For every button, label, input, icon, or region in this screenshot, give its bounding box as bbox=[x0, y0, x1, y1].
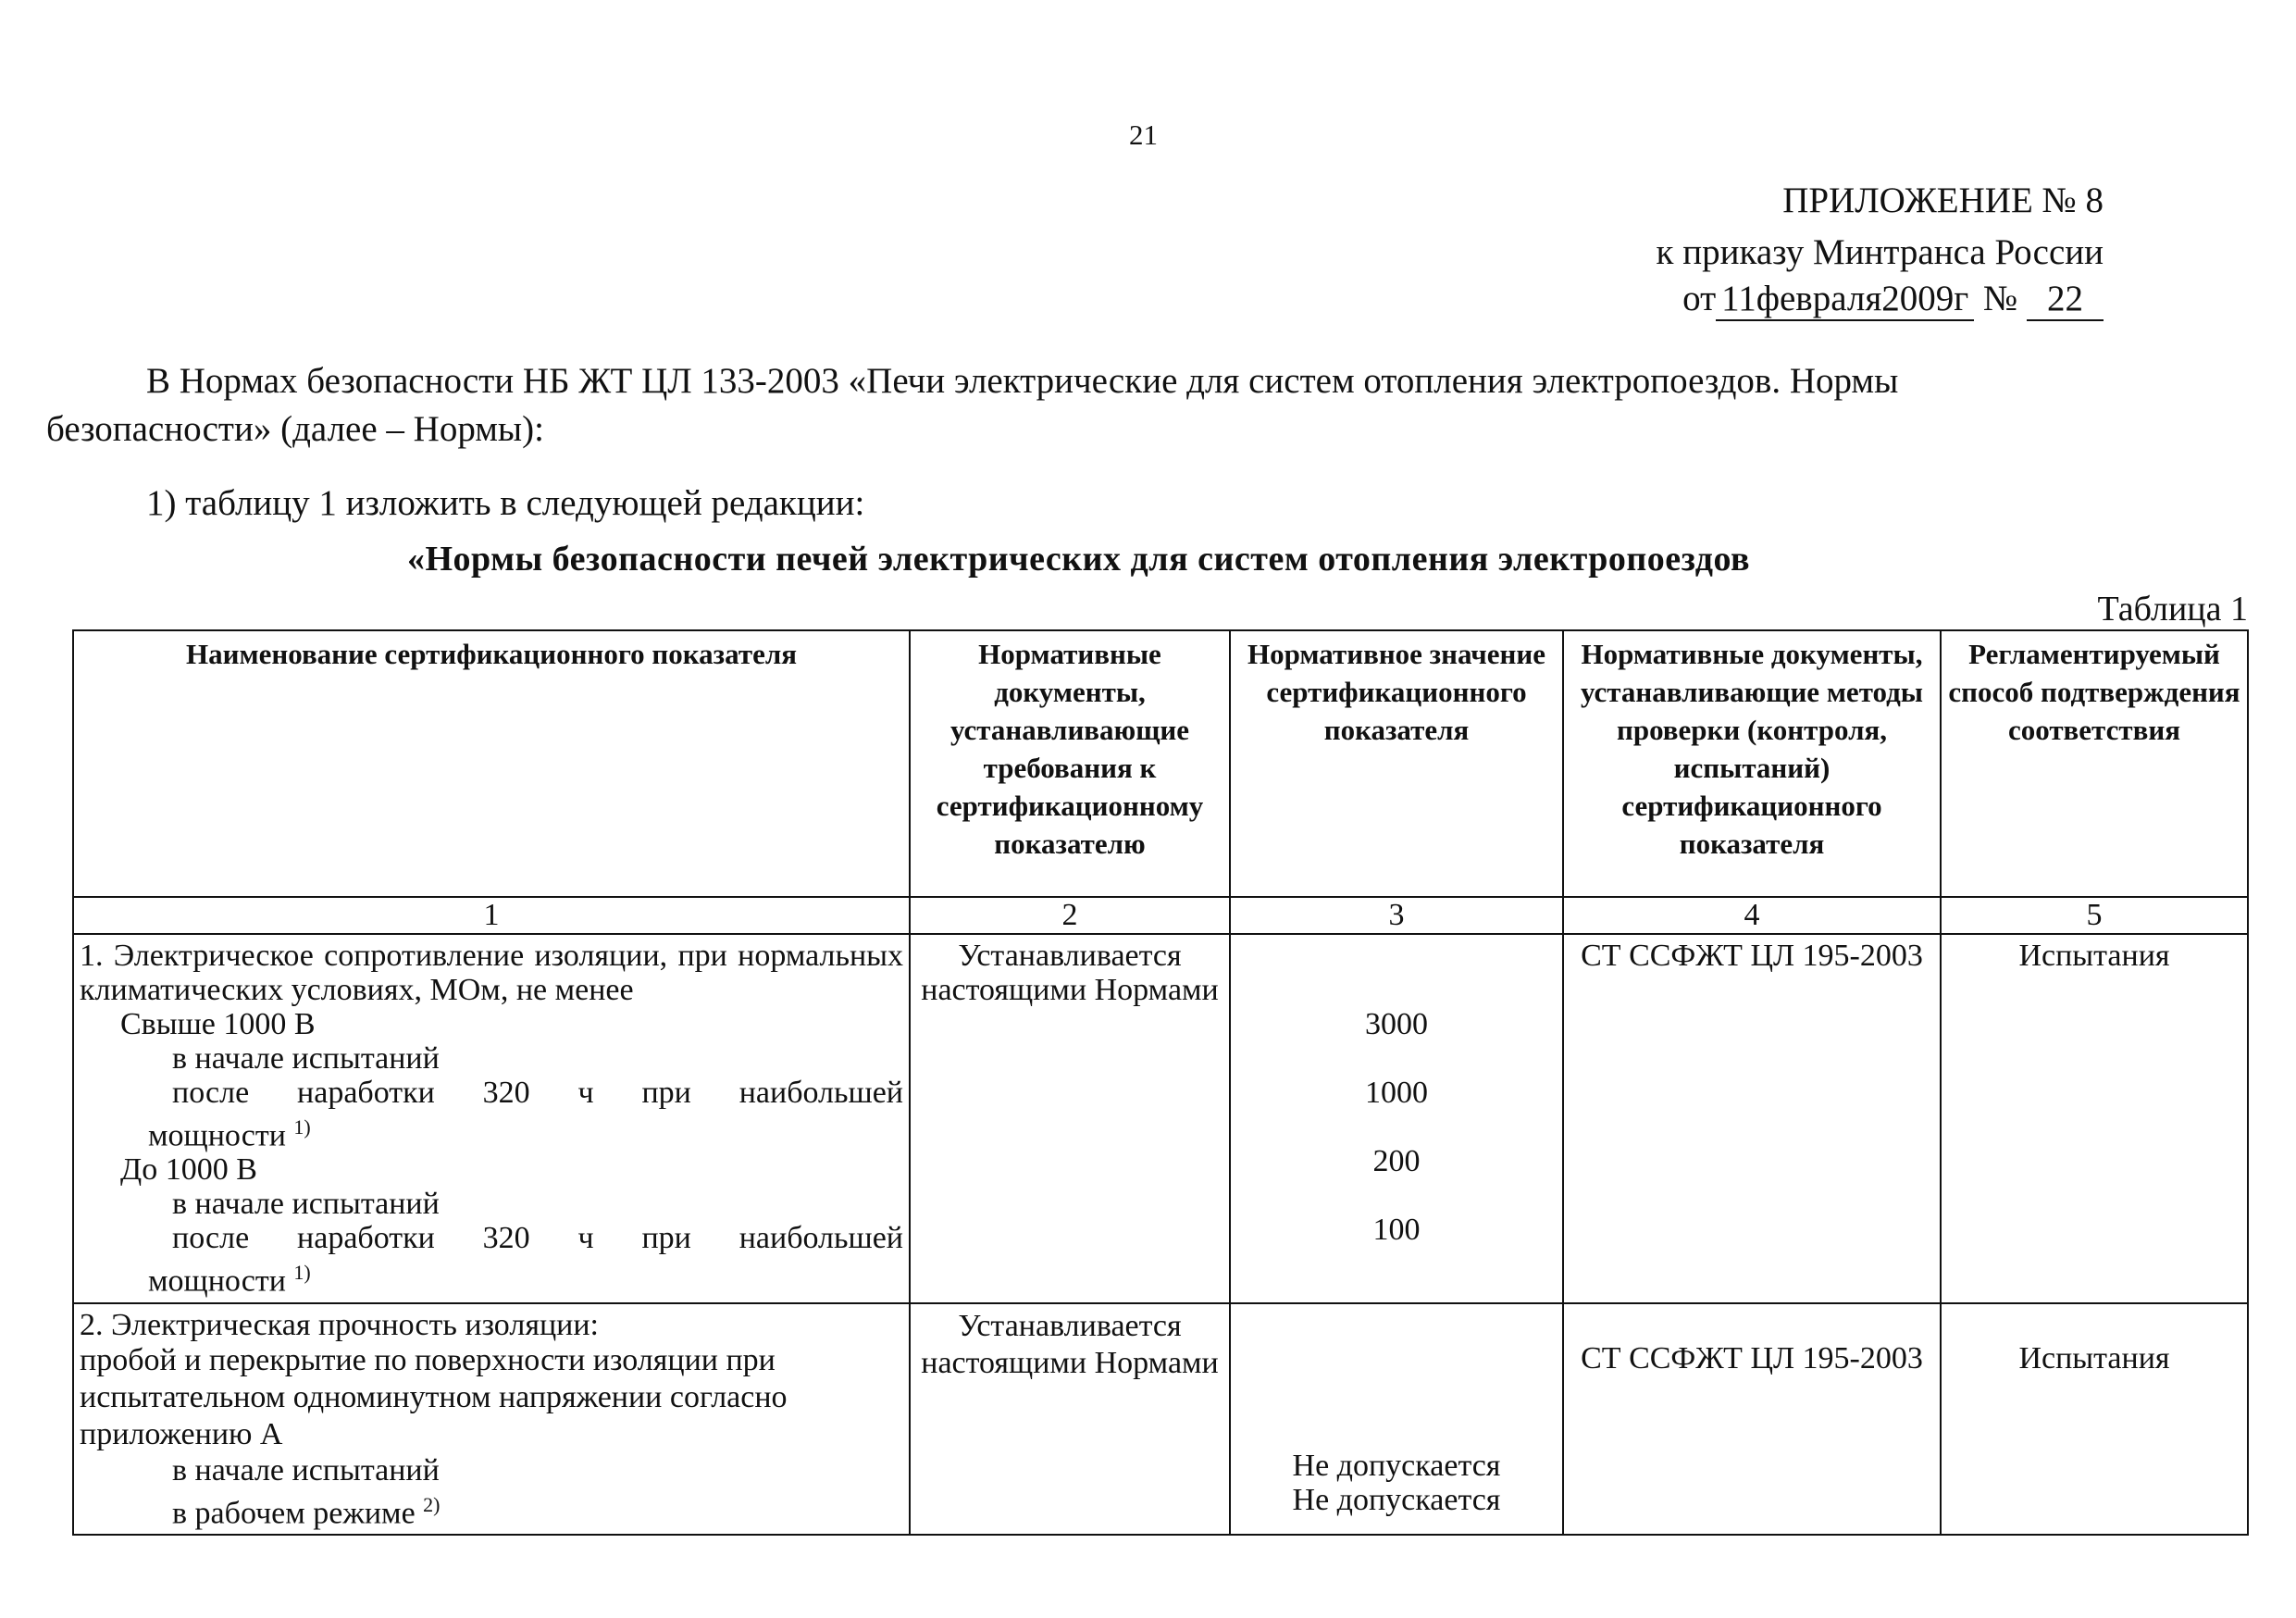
row1-value: 1000 bbox=[1365, 1076, 1428, 1110]
row1-footnote: 1) bbox=[293, 1115, 311, 1139]
appendix-number: 22 bbox=[2027, 278, 2104, 321]
row1-name: 1. Электрическое сопротивление изоляции, при нормальных климатических условиях, МОм, не менее bbox=[80, 939, 903, 1007]
appendix-date: 11февраля2009г bbox=[1716, 278, 1974, 321]
header-normative-value: Нормативное значение сертификационного показателя bbox=[1230, 630, 1563, 897]
row2-indicator bbox=[73, 1303, 910, 1535]
row2-description: пробой и перекрытие по поверхности изоляции при испытательном одноминутном напряжении согласно приложению А bbox=[80, 1342, 788, 1451]
table-row bbox=[73, 934, 2248, 1303]
column-number-row bbox=[73, 897, 2248, 934]
row1-confirm: Испытания bbox=[1941, 934, 2248, 1303]
col-number: 3 bbox=[1230, 897, 1563, 934]
row1-footnote-2: 1) bbox=[293, 1261, 311, 1285]
appendix-date-line bbox=[1682, 278, 2104, 321]
norms-table bbox=[72, 629, 2249, 1536]
row1-power-2: мощности bbox=[148, 1263, 286, 1299]
row1-after-run: после наработки 320 ч при наибольшей bbox=[172, 1076, 903, 1110]
row1-below-1000: До 1000 В bbox=[120, 1152, 257, 1188]
row2-work-mode-line bbox=[80, 1487, 903, 1530]
page-number: 21 bbox=[1129, 118, 1158, 151]
header-method-docs: Нормативные документы, устанавливающие методы проверки (контроля, испытаний) сертификационного показателя bbox=[1563, 630, 1941, 897]
col-number: 4 bbox=[1563, 897, 1941, 934]
row1-start-tests: в начале испытаний bbox=[172, 1041, 440, 1076]
row1-docs: Устанавливается настоящими Нормами bbox=[910, 934, 1230, 1303]
row1-above-1000: Свыше 1000 В bbox=[120, 1007, 316, 1041]
row1-values bbox=[1230, 934, 1563, 1303]
row1-power-line-2 bbox=[80, 1255, 903, 1298]
header-indicator-name: Наименование сертификационного показателя bbox=[73, 630, 910, 897]
row2-work-mode: в рабочем режиме bbox=[172, 1495, 416, 1530]
row2-value: Не допускается bbox=[1292, 1448, 1501, 1483]
table-row bbox=[73, 1303, 2248, 1535]
item-1: 1) таблицу 1 изложить в следующей редакции: bbox=[146, 483, 865, 523]
row2-start-tests: в начале испытаний bbox=[172, 1452, 440, 1487]
appendix-title: ПРИЛОЖЕНИЕ № 8 bbox=[1782, 180, 2104, 220]
col-number: 2 bbox=[910, 897, 1230, 934]
row1-power: мощности bbox=[148, 1118, 286, 1153]
table-header-row bbox=[73, 630, 2248, 897]
row2-footnote: 2) bbox=[423, 1492, 441, 1516]
row1-power-line bbox=[80, 1110, 903, 1152]
header-confirmation-method: Регламентируемый способ подтверждения соответствия bbox=[1941, 630, 2248, 897]
col-number: 5 bbox=[1941, 897, 2248, 934]
table-heading: «Нормы безопасности печей электрических для систем отопления электропоездов bbox=[407, 540, 1751, 579]
row2-docs: Устанавливается настоящими Нормами bbox=[910, 1303, 1230, 1535]
row2-name: 2. Электрическая прочность изоляции: bbox=[80, 1307, 599, 1342]
row1-after-run-2: после наработки 320 ч при наибольшей bbox=[172, 1221, 903, 1256]
row1-value: 3000 bbox=[1365, 1007, 1428, 1041]
intro-paragraph: В Нормах безопасности НБ ЖТ ЦЛ 133-2003 «Печи электрические для систем отопления электропоездов. Нормы безопасности» (далее – Нормы): bbox=[46, 361, 1899, 449]
table-label: Таблица 1 bbox=[2097, 590, 2248, 629]
col-number: 1 bbox=[73, 897, 910, 934]
row1-value: 100 bbox=[1372, 1213, 1421, 1247]
row1-value: 200 bbox=[1372, 1144, 1421, 1178]
appendix-no-sign: № bbox=[1983, 279, 2018, 318]
appendix-order-line: к приказу Минтранса России bbox=[1656, 232, 2104, 272]
row2-values bbox=[1230, 1303, 1563, 1535]
row1-start-tests-2: в начале испытаний bbox=[172, 1187, 440, 1222]
row1-indicator bbox=[73, 934, 910, 1303]
row2-value: Не допускается bbox=[1292, 1482, 1501, 1517]
header-requirement-docs: Нормативные документы, устанавливающие требования к сертификационному показателю bbox=[910, 630, 1230, 897]
row2-methods: СТ ССФЖТ ЦЛ 195-2003 bbox=[1563, 1303, 1941, 1535]
appendix-from: от bbox=[1682, 279, 1717, 318]
row2-confirm: Испытания bbox=[1941, 1303, 2248, 1535]
row1-methods: СТ ССФЖТ ЦЛ 195-2003 bbox=[1563, 934, 1941, 1303]
